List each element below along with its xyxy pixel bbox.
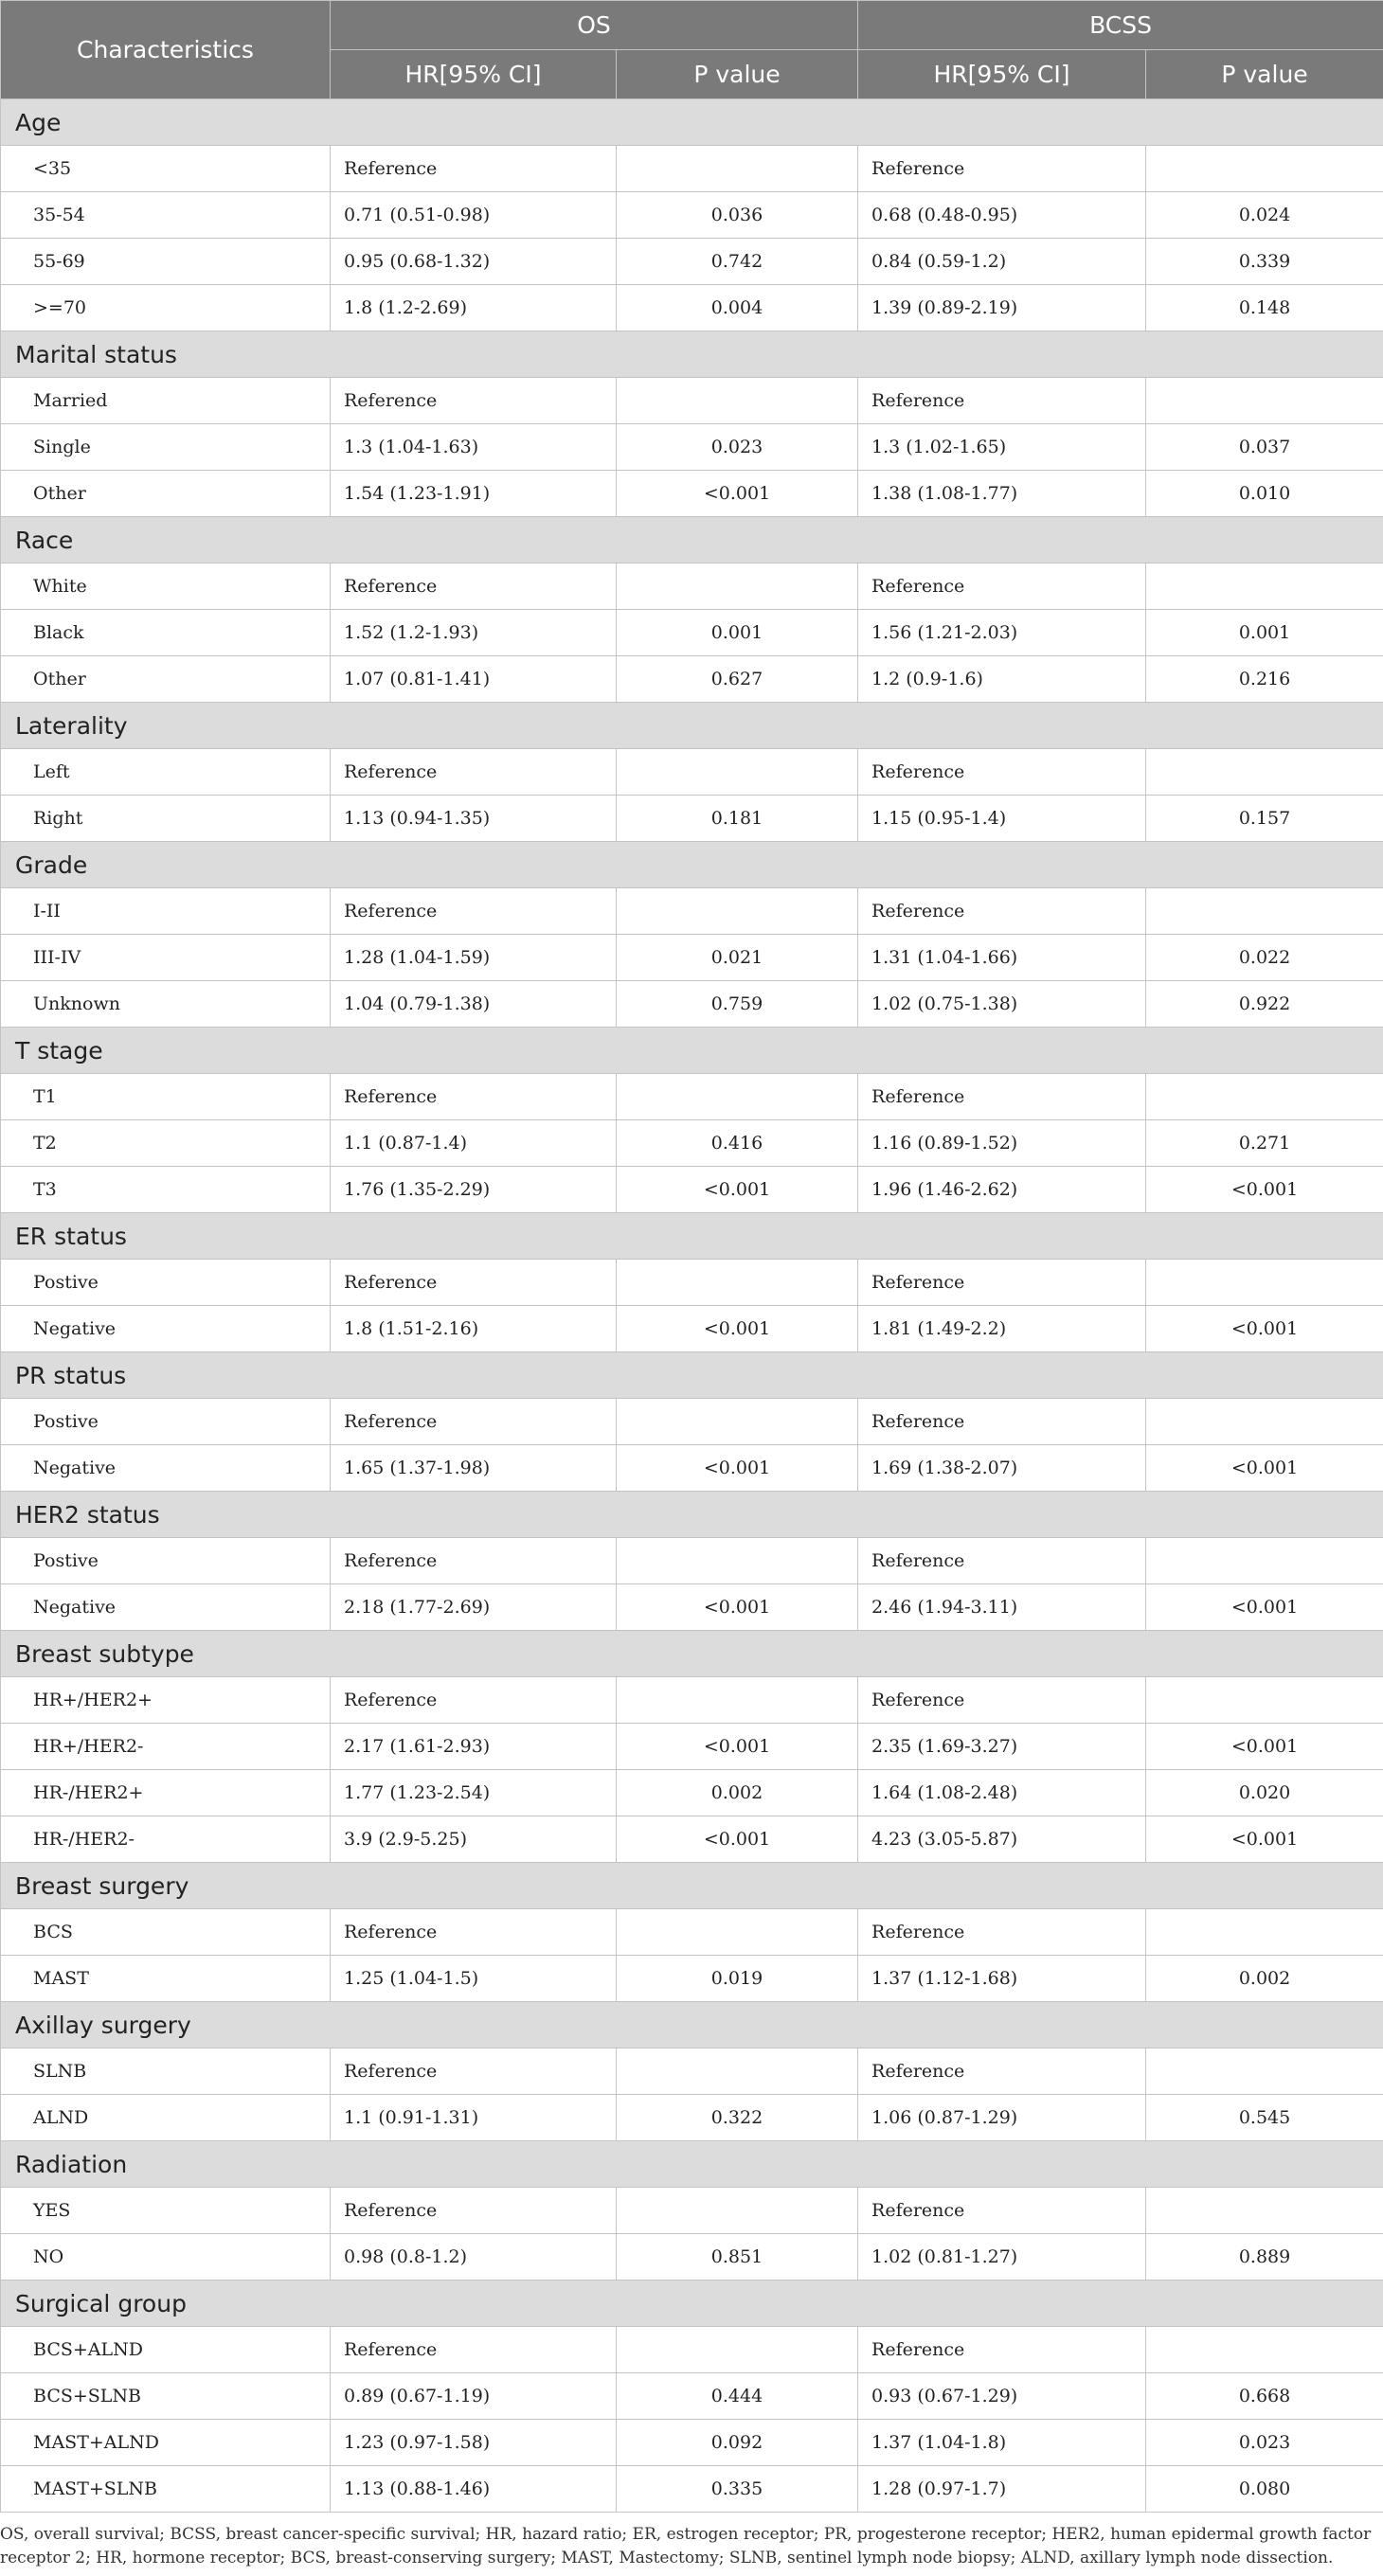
bcss-p-value-cell: <0.001 bbox=[1146, 1445, 1383, 1492]
bcss-p-value-cell: 0.216 bbox=[1146, 656, 1383, 703]
row-label: <35 bbox=[1, 146, 331, 192]
bcss-p-value-cell bbox=[1146, 1677, 1383, 1724]
table-row bbox=[1, 1538, 1383, 1584]
bcss-p-value-cell bbox=[1146, 1538, 1383, 1584]
table-row bbox=[1, 2188, 1383, 2234]
os-p-value-cell bbox=[617, 1538, 858, 1584]
category-label: Grade bbox=[1, 842, 1383, 888]
table-row bbox=[1, 656, 1383, 703]
bcss-p-value-cell: 0.148 bbox=[1146, 285, 1383, 331]
category-row bbox=[1, 1631, 1383, 1677]
row-label: Negative bbox=[1, 1445, 331, 1492]
os-hr-cell: Reference bbox=[331, 146, 617, 192]
header-bcss-hr: HR[95% CI] bbox=[858, 50, 1146, 99]
bcss-hr-cell: 1.38 (1.08-1.77) bbox=[858, 471, 1146, 517]
row-label: T2 bbox=[1, 1120, 331, 1167]
bcss-p-value-cell bbox=[1146, 1909, 1383, 1956]
os-hr-cell: Reference bbox=[331, 378, 617, 424]
bcss-p-value-cell: 0.023 bbox=[1146, 2420, 1383, 2466]
os-p-value-cell bbox=[617, 1399, 858, 1445]
category-label: HER2 status bbox=[1, 1492, 1383, 1538]
table-row bbox=[1, 1724, 1383, 1770]
table-row bbox=[1, 1399, 1383, 1445]
os-p-value-cell bbox=[617, 564, 858, 610]
bcss-hr-cell: Reference bbox=[858, 1909, 1146, 1956]
bcss-hr-cell: 1.02 (0.75-1.38) bbox=[858, 981, 1146, 1028]
table-row bbox=[1, 610, 1383, 656]
os-p-value-cell bbox=[617, 1260, 858, 1306]
os-hr-cell: 0.89 (0.67-1.19) bbox=[331, 2373, 617, 2420]
table-row bbox=[1, 1260, 1383, 1306]
bcss-p-value-cell bbox=[1146, 2048, 1383, 2095]
bcss-p-value-cell: <0.001 bbox=[1146, 1306, 1383, 1352]
row-label: Right bbox=[1, 796, 331, 842]
bcss-hr-cell: Reference bbox=[858, 2048, 1146, 2095]
os-hr-cell: 1.23 (0.97-1.58) bbox=[331, 2420, 617, 2466]
header-os-p: P value bbox=[617, 50, 858, 99]
os-p-value-cell: <0.001 bbox=[617, 1816, 858, 1863]
bcss-p-value-cell bbox=[1146, 2188, 1383, 2234]
os-hr-cell: 1.52 (1.2-1.93) bbox=[331, 610, 617, 656]
os-p-value-cell: 0.023 bbox=[617, 424, 858, 471]
bcss-p-value-cell: 0.271 bbox=[1146, 1120, 1383, 1167]
os-hr-cell: 1.54 (1.23-1.91) bbox=[331, 471, 617, 517]
category-row bbox=[1, 99, 1383, 146]
table-footnote: OS, overall survival; BCSS, breast cancer-specific survival; HR, hazard ratio; ER, estrogen receptor; PR, progesterone receptor; HER2, human epidermal growth factor receptor 2; HR, hormone receptor; BCS, breast-conserving surgery; MAST, Mastectomy; SLNB, sentinel lymph node biopsy; ALND, axillary lymph node dissection. bbox=[0, 2525, 1372, 2567]
os-p-value-cell bbox=[617, 1909, 858, 1956]
header-bcss: BCSS bbox=[858, 1, 1383, 50]
row-label: I-II bbox=[1, 888, 331, 935]
table-row bbox=[1, 935, 1383, 981]
os-p-value-cell bbox=[617, 1074, 858, 1120]
os-p-value-cell: 0.004 bbox=[617, 285, 858, 331]
row-label: Other bbox=[1, 471, 331, 517]
os-hr-cell: 1.28 (1.04-1.59) bbox=[331, 935, 617, 981]
os-p-value-cell bbox=[617, 2048, 858, 2095]
category-label: Race bbox=[1, 517, 1383, 564]
bcss-hr-cell: 1.64 (1.08-2.48) bbox=[858, 1770, 1146, 1816]
os-hr-cell: 1.77 (1.23-2.54) bbox=[331, 1770, 617, 1816]
bcss-hr-cell: Reference bbox=[858, 1399, 1146, 1445]
category-row bbox=[1, 2281, 1383, 2327]
table-body bbox=[1, 99, 1383, 2513]
os-p-value-cell bbox=[617, 749, 858, 796]
os-p-value-cell: 0.181 bbox=[617, 796, 858, 842]
table-row bbox=[1, 1816, 1383, 1863]
row-label: Postive bbox=[1, 1399, 331, 1445]
bcss-hr-cell: 1.02 (0.81-1.27) bbox=[858, 2234, 1146, 2281]
table-row bbox=[1, 1120, 1383, 1167]
table-row bbox=[1, 1074, 1383, 1120]
table-row bbox=[1, 1770, 1383, 1816]
os-hr-cell: Reference bbox=[331, 1677, 617, 1724]
os-hr-cell: 1.1 (0.87-1.4) bbox=[331, 1120, 617, 1167]
bcss-p-value-cell: 0.020 bbox=[1146, 1770, 1383, 1816]
os-hr-cell: Reference bbox=[331, 1074, 617, 1120]
os-p-value-cell: 0.416 bbox=[617, 1120, 858, 1167]
bcss-hr-cell: 2.35 (1.69-3.27) bbox=[858, 1724, 1146, 1770]
bcss-hr-cell: Reference bbox=[858, 146, 1146, 192]
table-row bbox=[1, 471, 1383, 517]
category-row bbox=[1, 2002, 1383, 2048]
table-row bbox=[1, 2420, 1383, 2466]
bcss-p-value-cell: 0.080 bbox=[1146, 2466, 1383, 2513]
row-label: HR+/HER2+ bbox=[1, 1677, 331, 1724]
os-p-value-cell: <0.001 bbox=[617, 1584, 858, 1631]
os-hr-cell: 1.07 (0.81-1.41) bbox=[331, 656, 617, 703]
os-hr-cell: Reference bbox=[331, 2327, 617, 2373]
bcss-p-value-cell bbox=[1146, 1074, 1383, 1120]
table-header bbox=[1, 1, 1383, 99]
row-label: MAST+SLNB bbox=[1, 2466, 331, 2513]
table-row bbox=[1, 1956, 1383, 2002]
row-label: Negative bbox=[1, 1306, 331, 1352]
os-hr-cell: 1.04 (0.79-1.38) bbox=[331, 981, 617, 1028]
bcss-p-value-cell: 0.037 bbox=[1146, 424, 1383, 471]
bcss-hr-cell: Reference bbox=[858, 1074, 1146, 1120]
row-label: YES bbox=[1, 2188, 331, 2234]
os-hr-cell: Reference bbox=[331, 2048, 617, 2095]
os-p-value-cell: 0.019 bbox=[617, 1956, 858, 2002]
bcss-p-value-cell: <0.001 bbox=[1146, 1584, 1383, 1631]
bcss-hr-cell: Reference bbox=[858, 1260, 1146, 1306]
os-p-value-cell: <0.001 bbox=[617, 471, 858, 517]
bcss-hr-cell: 0.93 (0.67-1.29) bbox=[858, 2373, 1146, 2420]
table-row bbox=[1, 424, 1383, 471]
os-p-value-cell: 0.444 bbox=[617, 2373, 858, 2420]
bcss-hr-cell: 1.28 (0.97-1.7) bbox=[858, 2466, 1146, 2513]
os-hr-cell: 3.9 (2.9-5.25) bbox=[331, 1816, 617, 1863]
bcss-hr-cell: 1.3 (1.02-1.65) bbox=[858, 424, 1146, 471]
category-label: PR status bbox=[1, 1352, 1383, 1399]
os-p-value-cell: 0.001 bbox=[617, 610, 858, 656]
row-label: Negative bbox=[1, 1584, 331, 1631]
row-label: 55-69 bbox=[1, 239, 331, 285]
bcss-hr-cell: 1.69 (1.38-2.07) bbox=[858, 1445, 1146, 1492]
category-label: Radiation bbox=[1, 2141, 1383, 2188]
row-label: Single bbox=[1, 424, 331, 471]
os-p-value-cell bbox=[617, 146, 858, 192]
category-row bbox=[1, 703, 1383, 749]
category-row bbox=[1, 1352, 1383, 1399]
row-label: SLNB bbox=[1, 2048, 331, 2095]
table-row bbox=[1, 2373, 1383, 2420]
table-row bbox=[1, 1306, 1383, 1352]
row-label: HR-/HER2+ bbox=[1, 1770, 331, 1816]
bcss-p-value-cell: 0.002 bbox=[1146, 1956, 1383, 2002]
bcss-hr-cell: 1.06 (0.87-1.29) bbox=[858, 2095, 1146, 2141]
row-label: NO bbox=[1, 2234, 331, 2281]
bcss-p-value-cell: 0.889 bbox=[1146, 2234, 1383, 2281]
bcss-p-value-cell bbox=[1146, 2327, 1383, 2373]
os-hr-cell: 2.17 (1.61-2.93) bbox=[331, 1724, 617, 1770]
row-label: White bbox=[1, 564, 331, 610]
table-row bbox=[1, 2466, 1383, 2513]
table-row bbox=[1, 285, 1383, 331]
os-hr-cell: 0.95 (0.68-1.32) bbox=[331, 239, 617, 285]
table-row bbox=[1, 1584, 1383, 1631]
bcss-p-value-cell: 0.339 bbox=[1146, 239, 1383, 285]
bcss-p-value-cell bbox=[1146, 888, 1383, 935]
os-p-value-cell bbox=[617, 1677, 858, 1724]
os-hr-cell: 0.71 (0.51-0.98) bbox=[331, 192, 617, 239]
os-p-value-cell bbox=[617, 2327, 858, 2373]
table-row bbox=[1, 796, 1383, 842]
bcss-hr-cell: 1.39 (0.89-2.19) bbox=[858, 285, 1146, 331]
row-label: T3 bbox=[1, 1167, 331, 1213]
bcss-hr-cell: 1.37 (1.12-1.68) bbox=[858, 1956, 1146, 2002]
bcss-hr-cell: 2.46 (1.94-3.11) bbox=[858, 1584, 1146, 1631]
os-hr-cell: Reference bbox=[331, 564, 617, 610]
os-p-value-cell: 0.742 bbox=[617, 239, 858, 285]
row-label: ALND bbox=[1, 2095, 331, 2141]
table-row bbox=[1, 1167, 1383, 1213]
category-row bbox=[1, 1492, 1383, 1538]
os-hr-cell: 0.98 (0.8-1.2) bbox=[331, 2234, 617, 2281]
os-hr-cell: Reference bbox=[331, 1260, 617, 1306]
table-row bbox=[1, 981, 1383, 1028]
os-p-value-cell bbox=[617, 378, 858, 424]
table-row bbox=[1, 564, 1383, 610]
os-hr-cell: Reference bbox=[331, 2188, 617, 2234]
bcss-p-value-cell bbox=[1146, 146, 1383, 192]
table-row bbox=[1, 1909, 1383, 1956]
bcss-p-value-cell bbox=[1146, 749, 1383, 796]
category-label: ER status bbox=[1, 1213, 1383, 1260]
bcss-p-value-cell: 0.024 bbox=[1146, 192, 1383, 239]
bcss-hr-cell: 1.96 (1.46-2.62) bbox=[858, 1167, 1146, 1213]
row-label: HR+/HER2- bbox=[1, 1724, 331, 1770]
bcss-hr-cell: 0.84 (0.59-1.2) bbox=[858, 239, 1146, 285]
os-p-value-cell: 0.322 bbox=[617, 2095, 858, 2141]
category-label: Age bbox=[1, 99, 1383, 146]
header-characteristics: Characteristics bbox=[1, 1, 331, 99]
row-label: Left bbox=[1, 749, 331, 796]
os-p-value-cell: 0.851 bbox=[617, 2234, 858, 2281]
bcss-p-value-cell: 0.022 bbox=[1146, 935, 1383, 981]
table-row bbox=[1, 239, 1383, 285]
bcss-hr-cell: 0.68 (0.48-0.95) bbox=[858, 192, 1146, 239]
bcss-hr-cell: Reference bbox=[858, 378, 1146, 424]
table-row bbox=[1, 2048, 1383, 2095]
os-p-value-cell bbox=[617, 888, 858, 935]
bcss-hr-cell: Reference bbox=[858, 1538, 1146, 1584]
row-label: Married bbox=[1, 378, 331, 424]
row-label: MAST+ALND bbox=[1, 2420, 331, 2466]
category-label: Surgical group bbox=[1, 2281, 1383, 2327]
os-hr-cell: Reference bbox=[331, 1909, 617, 1956]
bcss-p-value-cell bbox=[1146, 378, 1383, 424]
category-label: Breast surgery bbox=[1, 1863, 1383, 1909]
row-label: >=70 bbox=[1, 285, 331, 331]
os-p-value-cell: <0.001 bbox=[617, 1445, 858, 1492]
os-hr-cell: 1.8 (1.2-2.69) bbox=[331, 285, 617, 331]
os-hr-cell: 1.65 (1.37-1.98) bbox=[331, 1445, 617, 1492]
os-p-value-cell: 0.021 bbox=[617, 935, 858, 981]
category-label: T stage bbox=[1, 1028, 1383, 1074]
os-hr-cell: Reference bbox=[331, 749, 617, 796]
category-label: Marital status bbox=[1, 331, 1383, 378]
row-label: Postive bbox=[1, 1538, 331, 1584]
bcss-p-value-cell: <0.001 bbox=[1146, 1816, 1383, 1863]
os-hr-cell: 1.1 (0.91-1.31) bbox=[331, 2095, 617, 2141]
bcss-hr-cell: 1.16 (0.89-1.52) bbox=[858, 1120, 1146, 1167]
row-label: Unknown bbox=[1, 981, 331, 1028]
row-label: T1 bbox=[1, 1074, 331, 1120]
header-os-hr: HR[95% CI] bbox=[331, 50, 617, 99]
bcss-hr-cell: Reference bbox=[858, 888, 1146, 935]
row-label: Black bbox=[1, 610, 331, 656]
os-hr-cell: 1.25 (1.04-1.5) bbox=[331, 1956, 617, 2002]
bcss-hr-cell: 1.31 (1.04-1.66) bbox=[858, 935, 1146, 981]
bcss-hr-cell: 1.37 (1.04-1.8) bbox=[858, 2420, 1146, 2466]
os-hr-cell: Reference bbox=[331, 1399, 617, 1445]
bcss-p-value-cell bbox=[1146, 564, 1383, 610]
row-label: Other bbox=[1, 656, 331, 703]
header-os: OS bbox=[331, 1, 858, 50]
os-hr-cell: 2.18 (1.77-2.69) bbox=[331, 1584, 617, 1631]
os-hr-cell: 1.3 (1.04-1.63) bbox=[331, 424, 617, 471]
table-row bbox=[1, 1677, 1383, 1724]
row-label: HR-/HER2- bbox=[1, 1816, 331, 1863]
bcss-hr-cell: Reference bbox=[858, 2327, 1146, 2373]
category-row bbox=[1, 842, 1383, 888]
category-row bbox=[1, 1863, 1383, 1909]
category-row bbox=[1, 517, 1383, 564]
os-hr-cell: 1.76 (1.35-2.29) bbox=[331, 1167, 617, 1213]
row-label: BCS+ALND bbox=[1, 2327, 331, 2373]
bcss-hr-cell: Reference bbox=[858, 564, 1146, 610]
category-label: Axillay surgery bbox=[1, 2002, 1383, 2048]
os-p-value-cell: 0.036 bbox=[617, 192, 858, 239]
bcss-p-value-cell: 0.157 bbox=[1146, 796, 1383, 842]
row-label: BCS+SLNB bbox=[1, 2373, 331, 2420]
bcss-hr-cell: Reference bbox=[858, 749, 1146, 796]
os-p-value-cell: 0.002 bbox=[617, 1770, 858, 1816]
row-label: MAST bbox=[1, 1956, 331, 2002]
os-hr-cell: 1.8 (1.51-2.16) bbox=[331, 1306, 617, 1352]
row-label: III-IV bbox=[1, 935, 331, 981]
table-row bbox=[1, 2234, 1383, 2281]
os-p-value-cell bbox=[617, 2188, 858, 2234]
bcss-p-value-cell: <0.001 bbox=[1146, 1724, 1383, 1770]
bcss-p-value-cell: 0.010 bbox=[1146, 471, 1383, 517]
table-row bbox=[1, 888, 1383, 935]
table-row bbox=[1, 378, 1383, 424]
table-row bbox=[1, 1445, 1383, 1492]
category-row bbox=[1, 1213, 1383, 1260]
bcss-hr-cell: Reference bbox=[858, 2188, 1146, 2234]
bcss-hr-cell: 1.2 (0.9-1.6) bbox=[858, 656, 1146, 703]
bcss-p-value-cell bbox=[1146, 1260, 1383, 1306]
table-row bbox=[1, 2327, 1383, 2373]
category-row bbox=[1, 1028, 1383, 1074]
os-p-value-cell: 0.627 bbox=[617, 656, 858, 703]
category-label: Laterality bbox=[1, 703, 1383, 749]
bcss-p-value-cell: 0.545 bbox=[1146, 2095, 1383, 2141]
os-hr-cell: 1.13 (0.94-1.35) bbox=[331, 796, 617, 842]
os-p-value-cell: <0.001 bbox=[617, 1724, 858, 1770]
table-row bbox=[1, 749, 1383, 796]
row-label: BCS bbox=[1, 1909, 331, 1956]
os-p-value-cell: 0.335 bbox=[617, 2466, 858, 2513]
os-hr-cell: Reference bbox=[331, 888, 617, 935]
os-p-value-cell: <0.001 bbox=[617, 1167, 858, 1213]
header-bcss-p: P value bbox=[1146, 50, 1383, 99]
os-hr-cell: Reference bbox=[331, 1538, 617, 1584]
os-p-value-cell: 0.092 bbox=[617, 2420, 858, 2466]
os-hr-cell: 1.13 (0.88-1.46) bbox=[331, 2466, 617, 2513]
bcss-p-value-cell: <0.001 bbox=[1146, 1167, 1383, 1213]
bcss-hr-cell: 1.81 (1.49-2.2) bbox=[858, 1306, 1146, 1352]
category-label: Breast subtype bbox=[1, 1631, 1383, 1677]
bcss-hr-cell: 4.23 (3.05-5.87) bbox=[858, 1816, 1146, 1863]
category-row bbox=[1, 2141, 1383, 2188]
bcss-hr-cell: 1.15 (0.95-1.4) bbox=[858, 796, 1146, 842]
os-p-value-cell: 0.759 bbox=[617, 981, 858, 1028]
bcss-hr-cell: 1.56 (1.21-2.03) bbox=[858, 610, 1146, 656]
row-label: Postive bbox=[1, 1260, 331, 1306]
table-row bbox=[1, 146, 1383, 192]
bcss-p-value-cell: 0.922 bbox=[1146, 981, 1383, 1028]
row-label: 35-54 bbox=[1, 192, 331, 239]
bcss-p-value-cell: 0.668 bbox=[1146, 2373, 1383, 2420]
bcss-hr-cell: Reference bbox=[858, 1677, 1146, 1724]
table-row bbox=[1, 2095, 1383, 2141]
category-row bbox=[1, 331, 1383, 378]
bcss-p-value-cell: 0.001 bbox=[1146, 610, 1383, 656]
table-row bbox=[1, 192, 1383, 239]
bcss-p-value-cell bbox=[1146, 1399, 1383, 1445]
os-p-value-cell: <0.001 bbox=[617, 1306, 858, 1352]
